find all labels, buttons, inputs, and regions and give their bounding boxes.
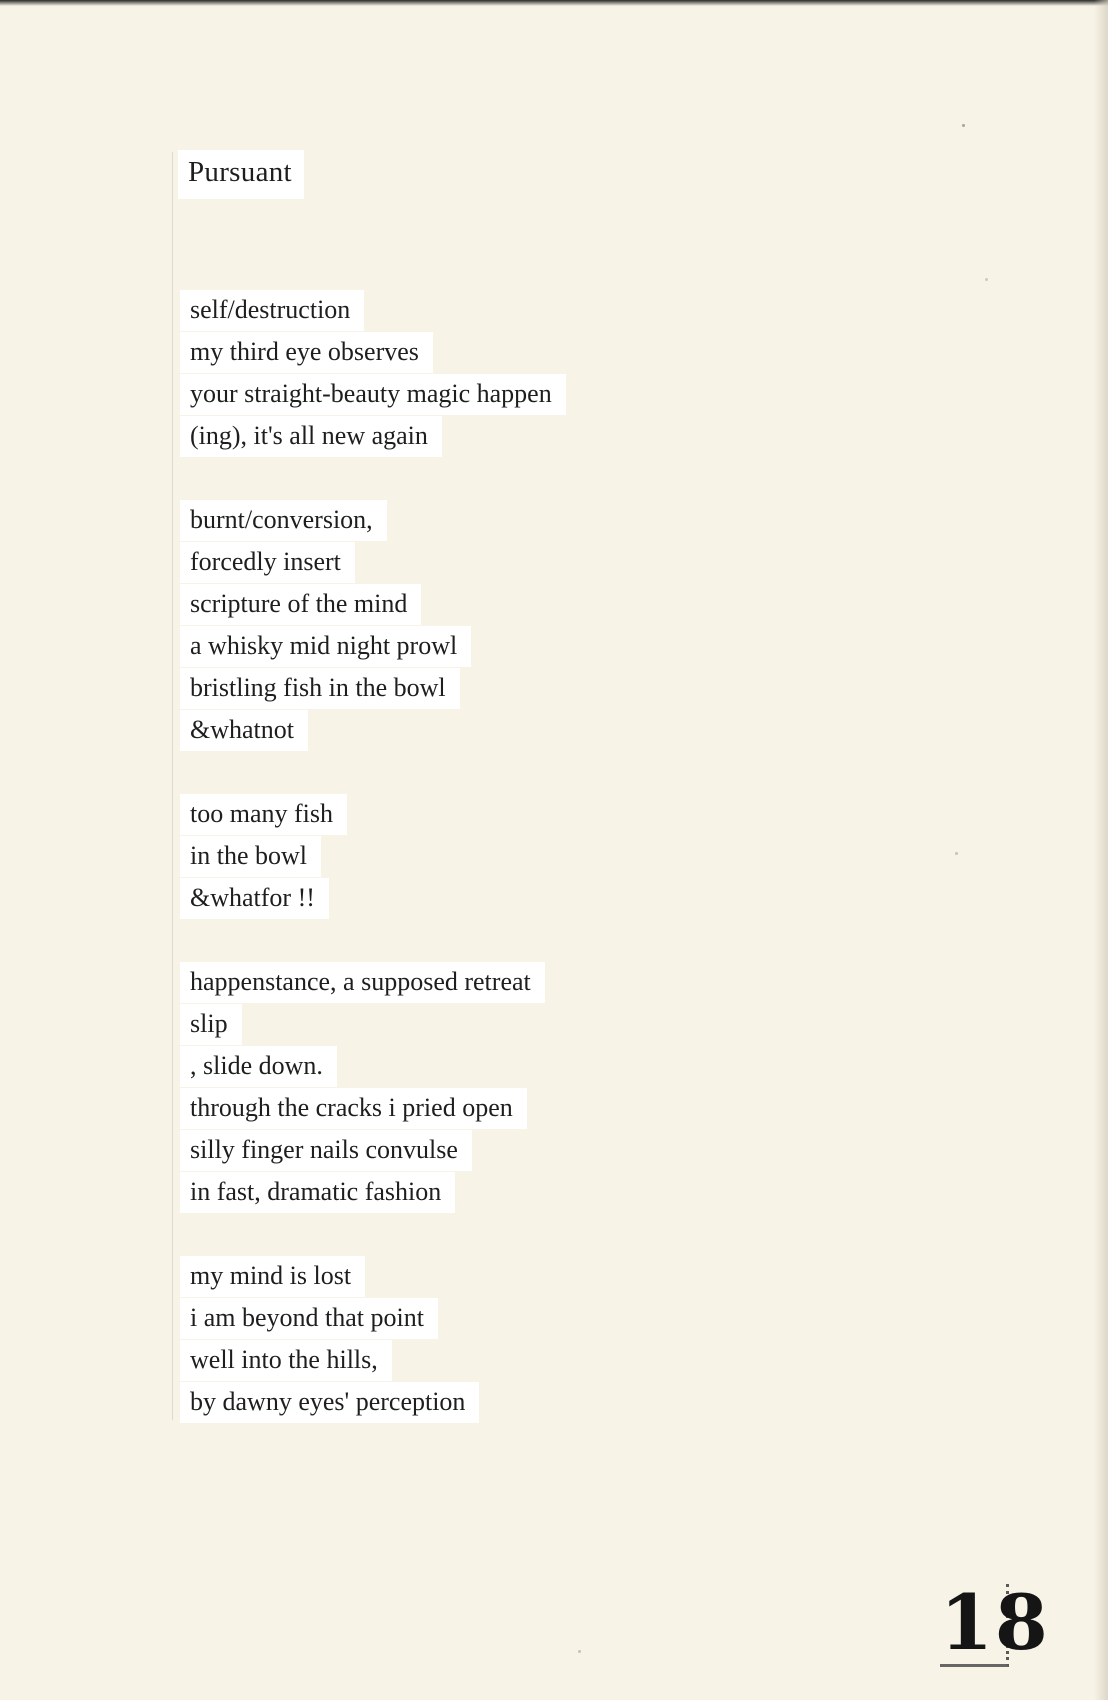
scan-speck [578,1650,581,1653]
poem-line: a whisky mid night prowl [180,626,740,668]
poem-line: in fast, dramatic fashion [180,1172,740,1214]
poem-line: , slide down. [180,1046,740,1088]
stanza-4 [180,962,740,1214]
poem-line: well into the hills, [180,1340,740,1382]
poem-line: your straight-beauty magic happen [180,374,740,416]
poem-line: burnt/conversion, [180,500,740,542]
scan-speck [985,278,988,281]
stanza-1 [180,290,740,458]
poem-line: happenstance, a supposed retreat [180,962,740,1004]
poem-line: &whatnot [180,710,740,752]
poem-title: Pursuant [178,150,304,199]
scan-speck [962,124,965,127]
poem-body [180,290,740,1466]
poem-line: &whatfor !! [180,878,740,920]
poem-line: too many fish [180,794,740,836]
poem-line: in the bowl [180,836,740,878]
poem-line: my third eye observes [180,332,740,374]
scan-edge-top [0,0,1108,6]
poem-line: forcedly insert [180,542,740,584]
poem-line: through the cracks i pried open [180,1088,740,1130]
poem-line: silly finger nails convulse [180,1130,740,1172]
scan-edge-right [1094,0,1108,1700]
page-number-text: 18 [940,1578,1050,1667]
stanza-2 [180,500,740,752]
poem-line: scripture of the mind [180,584,740,626]
stanza-5 [180,1256,740,1424]
poem-line: i am beyond that point [180,1298,740,1340]
poem-line: my mind is lost [180,1256,740,1298]
stanza-3 [180,794,740,920]
poem-line: bristling fish in the bowl [180,668,740,710]
scan-speck [955,852,958,855]
poem-line: by dawny eyes' perception [180,1382,740,1424]
poem-line: slip [180,1004,740,1046]
poem-line: (ing), it's all new again [180,416,740,458]
poem-line: self/destruction [180,290,740,332]
page-number [940,1578,1060,1668]
